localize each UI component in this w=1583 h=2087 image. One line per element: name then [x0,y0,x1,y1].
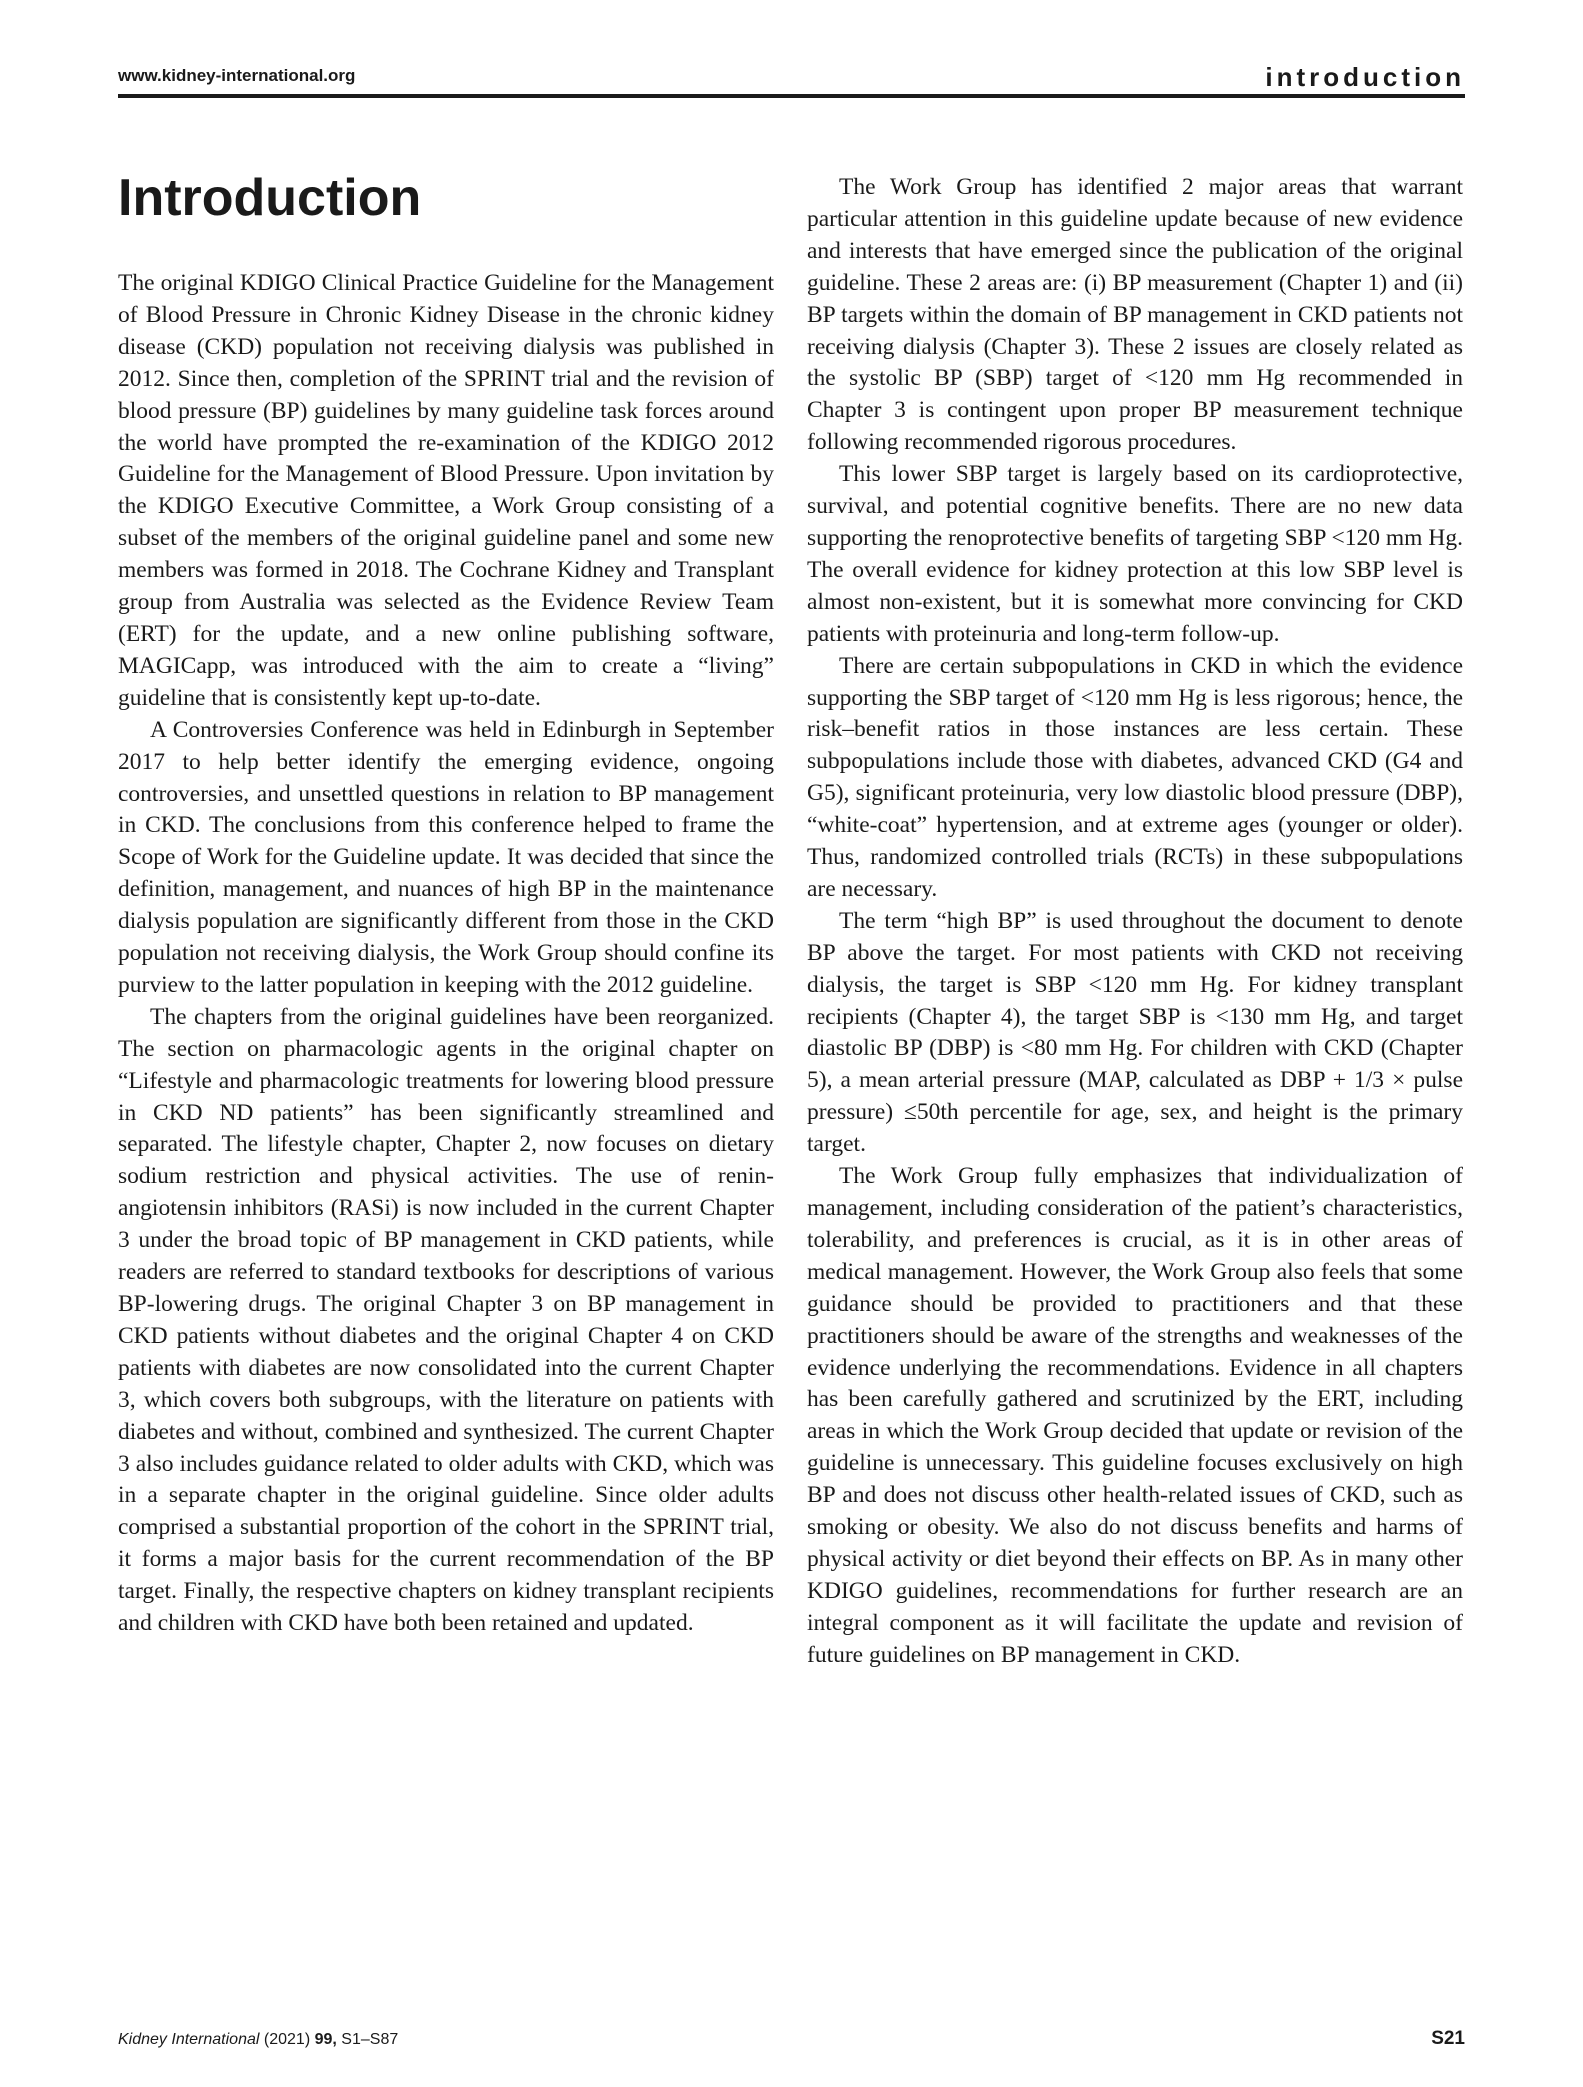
journal-volume: 99, [314,2031,337,2048]
page-title: Introduction [118,169,422,227]
left-column [118,268,774,1640]
paragraph: The Work Group fully emphasizes that individualization of management, including consideration of the patient’s characteristics, tolerability, and preferences is crucial, as it is in other areas of medical management. However, the Work Group also feels that some guidance should be provided to practitioners and that these practitioners should be aware of the strengths and weaknesses of the evidence underlying the recommendations. Evidence in all chapters has been carefully gathered and scrutinized by the ERT, including areas in which the Work Group decided that update or revision of the guideline is unnecessary. This guideline focuses exclusively on high BP and does not discuss other health-related issues of CKD, such as smoking or obesity. We also do not discuss benefits and harms of physical activity or diet beyond their effects on BP. As in many other KDIGO guidelines, recommendations for further research are an integral component as it will facilitate the update and revision of future guidelines on BP management in CKD. [807,1163,1463,1668]
paragraph: The original KDIGO Clinical Practice Guideline for the Management of Blood Pressure in Chronic Kidney Disease in the chronic kidney disease (CKD) population not receiving dialysis was published in 2012. Since then, completion of the SPRINT trial and the revision of blood pressure (BP) guidelines by many guideline task forces around the world have prompted the re-examination of the KDIGO 2012 Guideline for the Management of Blood Pressure. Upon invitation by the KDIGO Executive Committee, a Work Group consisting of a subset of the members of the original guideline panel and some new members was formed in 2018. The Cochrane Kidney and Transplant group from Australia was selected as the Evidence Review Team (ERT) for the update, and a new online publishing software, MAGICapp, was introduced with the aim to create a “living” guideline that is consistently kept up-to-date. [118,270,774,711]
section-label: introduction [1265,62,1465,92]
paragraph: This lower SBP target is largely based on its cardioprotective, survival, and potential cognitive benefits. There are no new data supporting the renoprotective benefits of targeting SBP <120 mm Hg. The overall evidence for kidney protection at this low SBP level is almost non-existent, but it is somewhat more convincing for CKD patients with proteinuria and long-term follow-up. [807,461,1463,647]
page-number: S21 [1431,2028,1465,2049]
right-column [807,172,1463,1672]
paragraph: The chapters from the original guidelines have been reorganized. The section on pharmacologic agents in the original chapter on “Lifestyle and pharmacologic treatments for lowering blood pressure in CKD ND patients” has been significantly streamlined and separated. The lifestyle chapter, Chapter 2, now focuses on dietary sodium restriction and physical activities. The use of renin-angiotensin inhibitors (RASi) is now included in the current Chapter 3 under the broad topic of BP management in CKD patients, while readers are referred to standard textbooks for descriptions of various BP-lowering drugs. The original Chapter 3 on BP management in CKD patients without diabetes and the original Chapter 4 on CKD patients with diabetes are now consolidated into the current Chapter 3, which covers both subgroups, with the literature on patients with diabetes and without, combined and synthesized. The current Chapter 3 also includes guidance related to older adults with CKD, which was in a separate chapter in the original guideline. Since older adults comprised a substantial proportion of the cohort in the SPRINT trial, it forms a major basis for the current recommendation of the BP target. Finally, the respective chapters on kidney transplant recipients and children with CKD have both been retained and updated. [118,1003,774,1637]
header-divider [118,94,1465,98]
paragraph: A Controversies Conference was held in Edinburgh in September 2017 to help better identify the emerging evidence, ongoing controversies, and unsettled questions in relation to BP management in CKD. The conclusions from this conference helped to frame the Scope of Work for the Guideline update. It was decided that since the definition, management, and nuances of high BP in the maintenance dialysis population are significantly different from those in the CKD population not receiving dialysis, the Work Group should confine its purview to the latter population in keeping with the 2012 guideline. [118,716,774,998]
paragraph: The Work Group has identified 2 major areas that warrant particular attention in this guideline update because of new evidence and interests that have emerged since the publication of the original guideline. These 2 areas are: (i) BP measurement (Chapter 1) and (ii) BP targets within the domain of BP management in CKD patients not receiving dialysis (Chapter 3). These 2 issues are closely related as the systolic BP (SBP) target of <120 mm Hg recommended in Chapter 3 is contingent upon proper BP measurement technique following recommended rigorous procedures. [807,174,1463,456]
journal-url[interactable]: www.kidney-international.org [118,66,356,85]
paragraph: There are certain subpopulations in CKD in which the evidence supporting the SBP target of <120 mm Hg is less rigorous; hence, the risk–benefit ratios in those instances are less certain. These subpopulations include those with diabetes, advanced CKD (G4 and G5), significant proteinuria, very low diastolic blood pressure (DBP), “white-coat” hypertension, and at extreme ages (younger or older). Thus, randomized controlled trials (RCTs) in these subpopulations are necessary. [807,652,1463,902]
footer-citation [118,2031,398,2049]
journal-year: (2021) [263,2031,311,2048]
paragraph: The term “high BP” is used throughout the document to denote BP above the target. For most patients with CKD not receiving dialysis, the target is SBP <120 mm Hg. For kidney transplant recipients (Chapter 4), the target SBP is <130 mm Hg, and target diastolic BP (DBP) is <80 mm Hg. For children with CKD (Chapter 5), a mean arterial pressure (MAP, calculated as DBP + 1/3 × pulse pressure) ≤50th percentile for age, sex, and height is the primary target. [807,907,1463,1158]
journal-name: Kidney International [118,2031,260,2048]
journal-pages: S1–S87 [341,2031,399,2048]
